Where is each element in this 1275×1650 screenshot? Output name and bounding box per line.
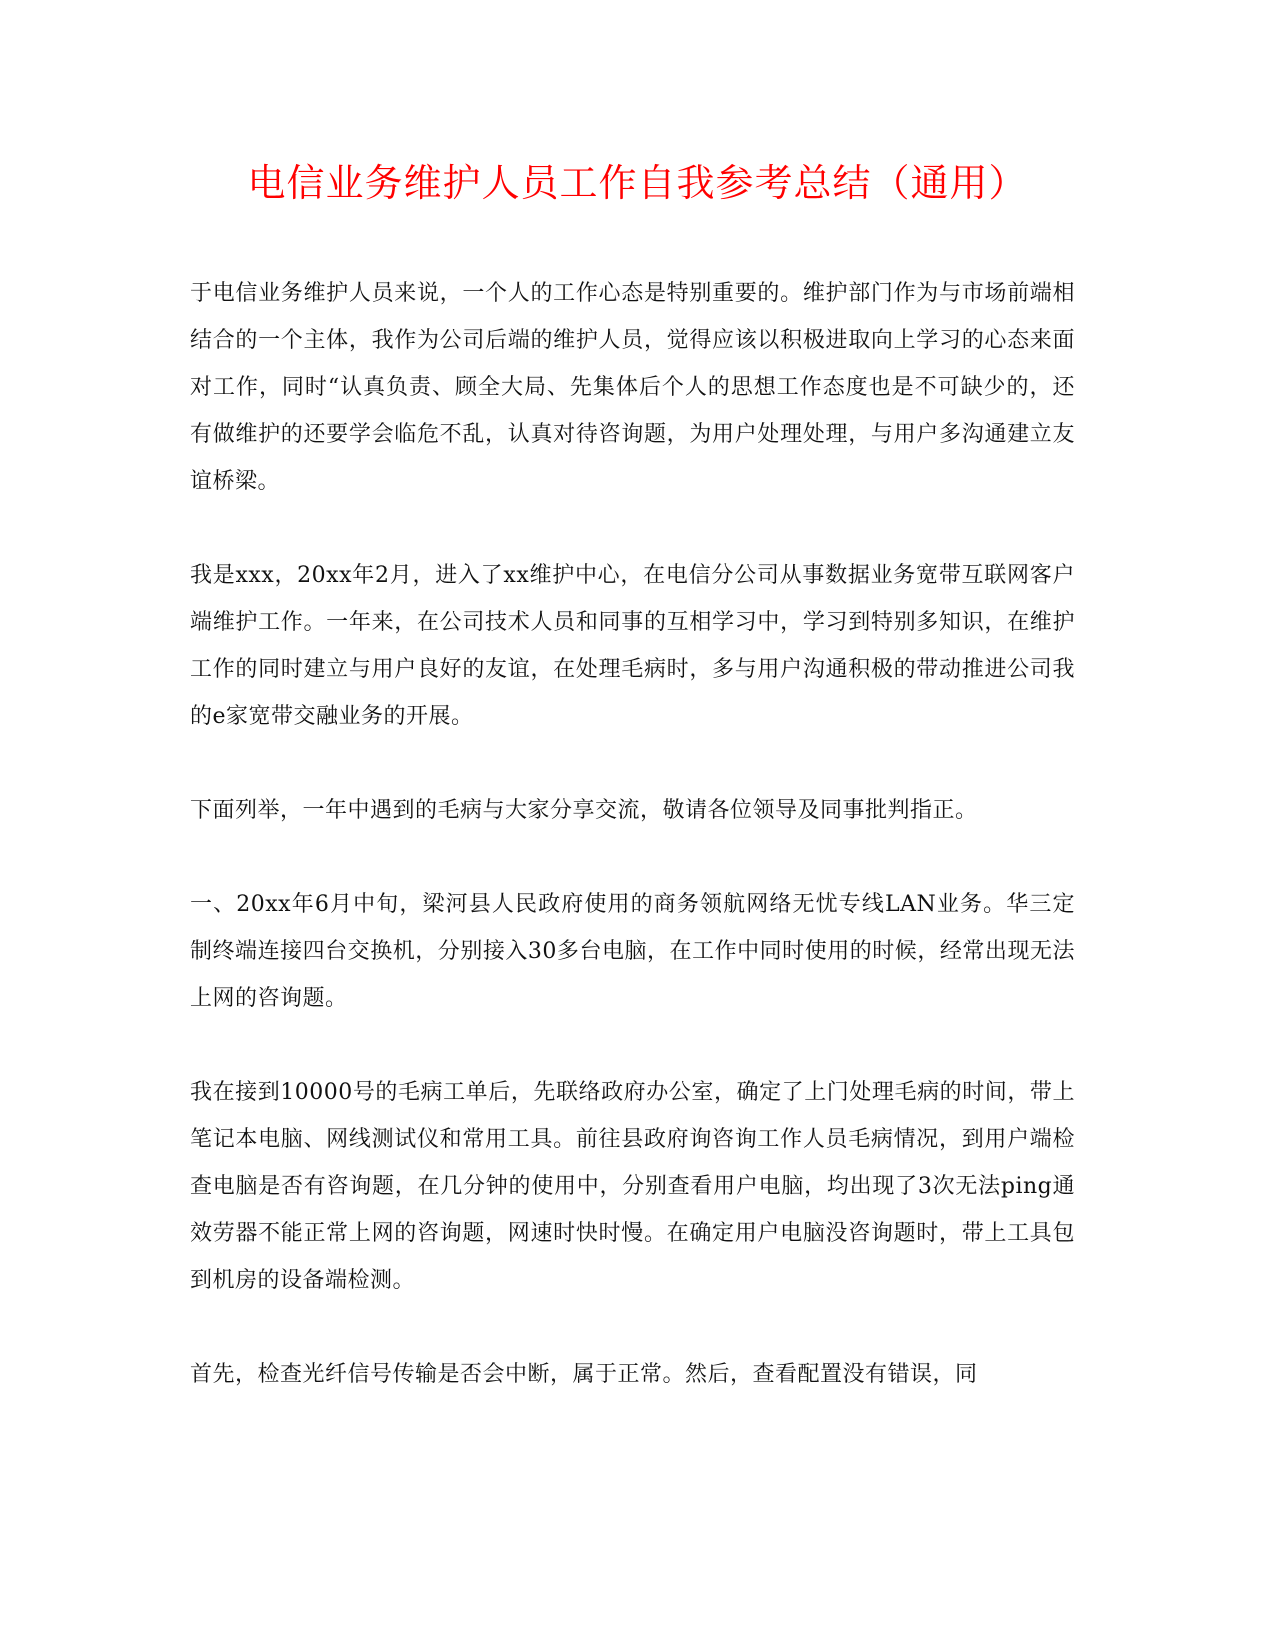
document-body	[190, 270, 1075, 1445]
paragraph: 一、20xx年6月中旬，梁河县人民政府使用的商务领航网络无忧专线LAN业务。华三定制终端连接四台交换机，分别接入30多台电脑，在工作中同时使用的时候，经常出现无法上网的咨询题。	[190, 892, 1075, 1011]
paragraph: 我是xxx，20xx年2月，进入了xx维护中心，在电信分公司从事数据业务宽带互联网客户端维护工作。一年来，在公司技术人员和同事的互相学习中，学习到特别多知识，在维护工作的同时建立与用户良好的友谊，在处理毛病时，多与用户沟通积极的带动推进公司我的e家宽带交融业务的开展。	[190, 563, 1075, 729]
paragraph: 我在接到10000号的毛病工单后，先联络政府办公室，确定了上门处理毛病的时间，带上笔记本电脑、网线测试仪和常用工具。前往县政府询咨询工作人员毛病情况，到用户端检查电脑是否有咨询题，在几分钟的使用中，分别查看用户电脑，均出现了3次无法ping通效劳器不能正常上网的咨询题，网速时快时慢。在确定用户电脑没咨询题时，带上工具包到机房的设备端检测。	[190, 1080, 1075, 1293]
paragraph: 首先，检查光纤信号传输是否会中断，属于正常。然后，查看配置没有错误，同	[190, 1362, 978, 1387]
paragraph: 下面列举，一年中遇到的毛病与大家分享交流，敬请各位领导及同事批判指正。	[190, 798, 978, 823]
paragraph: 于电信业务维护人员来说，一个人的工作心态是特别重要的。维护部门作为与市场前端相结合的一个主体，我作为公司后端的维护人员，觉得应该以积极进取向上学习的心态来面对工作，同时“认真负责、顾全大局、先集体后个人的思想工作态度也是不可缺少的，还有做维护的还要学会临危不乱，认真对待咨询题，为用户处理处理，与用户多沟通建立友谊桥梁。	[190, 281, 1075, 494]
document-title: 电信业务维护人员工作自我参考总结（通用）	[247, 161, 1028, 205]
